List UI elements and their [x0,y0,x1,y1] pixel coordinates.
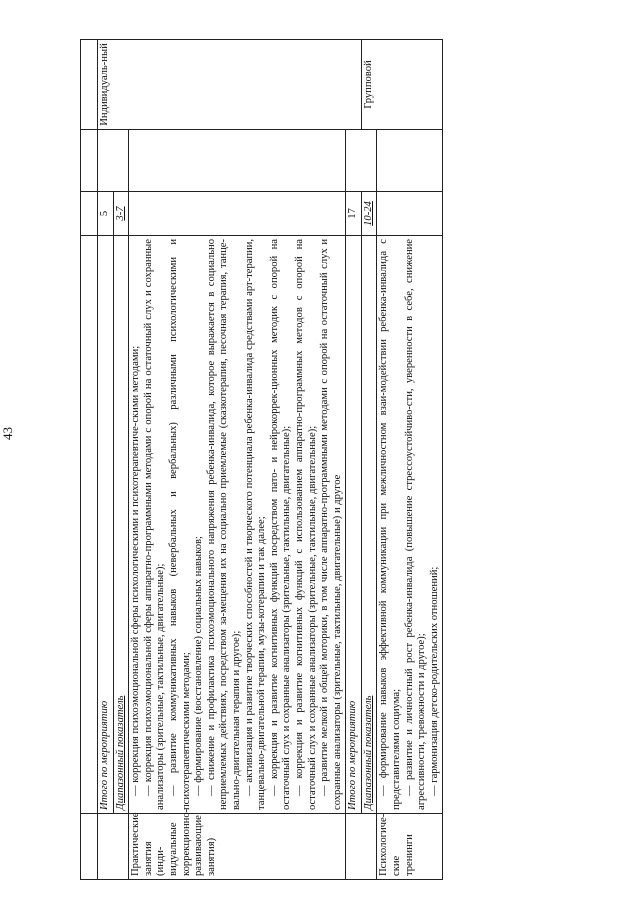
table-row [129,40,346,880]
list-item: — коррекция психоэмоциональной сферы психологическими и психотерапевтиче-скими методами; [130,345,142,796]
list-item: — развитие коммуникативных навыков (невербальных и вербальных) различными психологическими и психотерапевтическими методами; [167,239,192,810]
activity-name: Практические занятия (инди-видуальные коррекционно-развивающие занятия) [129,814,346,880]
header-cell [81,814,98,880]
activity-name: Психологиче-ские тренинги [377,814,443,880]
empty-cell [129,130,346,192]
empty-cell [346,130,377,192]
total-label: Итого по мероприятию [346,236,362,814]
list-item: — активизация и развитие творческих способностей и творческого потенциала ребенка-инвалида средствами арт-терапии, танцевально-двигательной терапии, музы-котерапии и так далее; [243,239,268,810]
list-item: — снижение и профилактика психоэмоционального напряжения ребенка-инвалида, которое выражается в социально неприемлемых действиях, посредством за-мещения их на социально приемлемые (сказкотерапия, песочная терапия, танце-вально-двигательная терапия и другое); [205,239,242,810]
activity-items [129,236,346,814]
table-row [81,40,98,880]
empty-cell [98,814,129,880]
rehabilitation-table [80,39,443,880]
table-row [346,40,362,880]
list-item: — формирование (восстановление) социальных навыков; [193,535,205,796]
list-item: — коррекция психоэмоциональной сферы аппаратно-программными методами с опорой на остаточный слух и сохранные анализаторы (зрительные, тактильные, двигательные); [142,239,167,810]
activity-items [377,236,443,814]
empty-cell [98,130,129,192]
table-row [377,40,443,880]
empty-cell [346,814,377,880]
page-number: 43 [0,427,15,440]
table-row [98,40,114,880]
header-cell [81,236,98,814]
list-item: — коррекция и развитие когнитивных функций с использованием аппаратно-программных методов с опорой на остаточный слух и сохранные анализаторы (зрительные, тактильные, двигательные); [293,239,318,810]
landscape-sheet [80,40,565,880]
range-label: Диапазонный показатель [113,236,129,814]
header-cell [81,130,98,192]
empty-cell [377,192,443,236]
total-label: Итого по мероприятию [98,236,114,814]
range-value: 10-24 [361,192,377,236]
list-item: — развитие мелкой и общей моторики, в том числе аппаратно-программными методами с опорой на остаточный слух и сохранные анализаторы (зрительные, тактильные, двигательные) и другое [319,239,343,810]
list-item: — формирование навыков эффективной коммуникации при межличностном взаи-модействии ребенка-инвалида с представителями социума; [378,239,403,810]
header-cell [81,40,98,130]
form-cell: Индивидуаль-ный [98,40,362,130]
range-label: Диапазонный показатель [361,236,377,814]
list-item: — гармонизация детско-родительских отношений; [428,566,440,796]
total-value: 17 [346,192,362,236]
header-cell [81,192,98,236]
empty-cell [377,130,443,192]
empty-cell [129,192,346,236]
total-value: 5 [98,192,114,236]
list-item: — развитие и личностный рост ребенка-инвалида (повышение стрессоустойчиво-сти, уверенности в себе, снижение агрессивности, тревожности и другое); [403,239,428,810]
range-value: 3-7 [113,192,129,236]
list-item: — коррекция и развитие когнитивных функций посредством пато- и нейрокоррек-ционных методик с опорой на остаточный слух и сохранные анализаторы (зрительные, тактильные, двигательные); [268,239,293,810]
form-cell: Групповой [361,40,443,130]
